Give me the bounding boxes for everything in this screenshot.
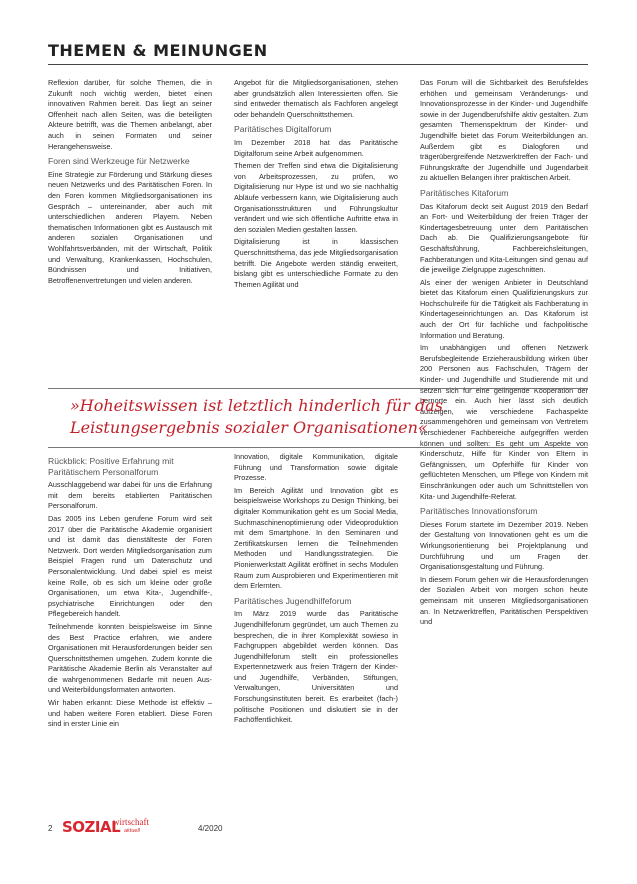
paragraph: Das 2005 ins Leben gerufene Forum wird seit 2017 über die Paritätische Akademie organisiert und ist damit das dienstälteste der Foren Netzwerk. Dort werden Mitgliedsorganisation zum Beispiel Fragen rund um Datenschutz und Personalentwicklung. Und dabei spiel es meist keine Rolle, ob es sich um kleine oder große Organisationen, um etwa Kita-, Jugendhilfe-, psychiatrische Einrichtungen oder den Pflegebereich handelt. [48, 513, 212, 619]
subheading: Paritätisches Kitaforum [420, 187, 509, 198]
paragraph: Eine Strategie zur Förderung und Stärkung dieses neuen Netzwerks und des Paritätischen Foren. In den Foren kommen Mitgliedsorganisationen ins Gespräch – untereinander, aber auch mit unterschiedlichen anderen Playern. Neben thematischen Informationen gibt es Austausch mit anderen sozialen Organisationen und Wohlfahrtsverbänden, mit der Wirtschaft, Politik und Verwaltung, Krankenkassen, Hochschulen, Bündnissen und Initiativen, Betroffenenvertretungen und vielen anderen. [48, 169, 212, 285]
paragraph: Wir haben erkannt: Diese Methode ist effektiv – und haben weitere Foren etabliert. Diese Foren sind in erster Linie ein [48, 698, 212, 729]
subheading: Paritätisches Innovationsforum [420, 506, 538, 517]
paragraph: Das Kitaforum deckt seit August 2019 den Bedarf an Fort- und Weiterbildung der freien Träger der Kindertagesbetreuung unter dem Paritätischen Dach ab. Die Qualifizierungsangebote für Geschäftsführung, Fachbereichsleitungen, Fachberatungen und Kita-Leitungen sind genau auf die jeweilige Zielgruppe zugeschnitten. [420, 201, 588, 275]
section-title: THEMEN & MEINUNGEN [48, 41, 268, 60]
paragraph: Angebot für die Mitgliedsorganisationen, stehen aber grundsätzlich allen Interessierten offen. Sie sind entweder thematisch als Fachforen angelegt oder behandeln Querschnittsthemen. [234, 78, 398, 119]
paragraph: Im Bereich Agilität und Innovation gibt es beispielsweise Workshops zu Design Thinking, bei digitaler Kommunikation geht es um Social Media, Suchmaschinenoptimierung oder Videoproduktion mit dem Smartphone. In den Seminaren und Zertifikatskursen lernen die Teilnehmenden Methoden und Handlungsstrategien. Die Pionierwerkstatt Agilität eröffnet in sechs Modulen Raum zum Ausprobieren und Experimentieren mit dem Erlernten. [234, 485, 398, 591]
subheading: Paritätisches Digitalforum [234, 124, 332, 135]
page-footer [48, 816, 588, 840]
paragraph: Dieses Forum startete im Dezember 2019. Neben der Gestaltung von Innovationen geht es um die Wirkungsorientierung bei Projektplanung und Durchführung und um Fragen der Organisationsgestaltung und Führung. [420, 519, 588, 572]
subheading: Paritätisches Jugendhilfeforum [234, 595, 352, 606]
article-column-2-lower [234, 452, 398, 810]
subheading: Foren sind Werkzeuge für Netzwerke [48, 156, 190, 167]
paragraph: Im März 2019 wurde das Paritätische Jugendhilfeforum gegründet, um auch Themen zu besprechen, die in ihrer Komplexität sowieso in Fachgruppen abgebildet werden können. Das Jugendhilfeforum stellt ein professionelles Expertennetzwerk aus freien Trägern der Kinder- und Jugendhilfe, Verbänden, Stiftungen, Verwaltungen, Universitäten und Forschungsinstituten bereit. Es erarbeitet (fach-) politische Positionen und diskutiert sie in der Fachöffentlichkeit. [234, 609, 398, 725]
logo-sozial: SOZIAL [62, 818, 121, 836]
subheading: Rückblick: Positive Erfahrung mit Paritätischem Personalforum [48, 456, 174, 477]
article-column-1-lower [48, 452, 212, 810]
pull-quote [48, 388, 588, 448]
paragraph: Teilnehmende konnten beispielsweise im Sinne des Best Practice erfahren, wie andere Organisationen mit Herausforderungen beider sen Querschnittsthemen umgehen. Zudem konnte die Paritätische Akademie Berlin als Veranstalter auf die wahrgenommenen Bedarfe mit neuen Aus- und Weiterbildungsformaten antworten. [48, 621, 212, 695]
paragraph: Innovation, digitale Kommunikation, digitale Führung und Transformation sowie digitale Prozesse. [234, 452, 398, 483]
logo-aktuell: aktuell [124, 828, 140, 834]
paragraph: Als einer der wenigen Anbieter in Deutschland bietet das Kitaforum einen Qualifizierungskurs zur Hochschulreife für die Tätigkeit als Fachberatung in Kindertageseinrichtungen an. Das Kitaforum ist auch der Ort für fachliche und fachpolitische Information und Beratung. [420, 277, 588, 340]
paragraph: Ausschlaggebend war dabei für uns die Erfahrung mit dem bereits etablierten Paritätischen Personalforum. [48, 480, 212, 511]
paragraph: Reflexion darüber, für solche Themen, die in Zukunft noch wichtig werden, bietet einen innovativen Rahmen bereit. Das liegt an seiner Offenheit nach allen Seiten, was die beteiligten Akteure betrifft, was die Themen anbelangt, aber auch in seinen Formaten und seiner Herangehensweise. [48, 78, 212, 151]
paragraph: Digitalisierung ist in klassischen Querschnittsthema, das jede Mitgliedsorganisation betrifft. Die Angebote werden ständig erweitert, bislang gibt es unterschiedliche Formate zu den Themen Agilität und [234, 237, 398, 289]
paragraph: Im unabhängigen und offenen Netzwerk Berufsbegleitende Erzieherausbildung wirken über 200 Personen aus Fachschulen, Trägern der Kinder- und Jugendhilfe und Studierende mit und setzen sich für eine gelingende Kooperation der Lernorte ein. Auch hier lässt sich deutlich aufzeigen, wie verschiedene Fachaspekte zusammengehören und gemeinsam von Vertretern verschiedener Fachbereiche aufgegriffen werden können und sollten: Es geht um Aspekte von Kinderschutz, Hilfe für Kinder von Eltern in Gefängnissen, um Opferhilfe für Kinder von geflüchteten Menschen, um Pflege von Kindern mit Einschränkungen oder auch um Schnittstellen von Kita- und Jugendhilfe-Referat. [420, 343, 588, 501]
page-number: 2 [48, 824, 53, 833]
page-header [48, 38, 588, 65]
paragraph: In diesem Forum gehen wir die Herausforderungen der Sozialen Arbeit von morgen schon heute gemeinsam mit unseren Mitgliedsorganisationen an. In Netzwerktreffen, Paritätischen Perspektiven und [420, 574, 588, 627]
issue-number: 4/2020 [198, 824, 223, 833]
paragraph: Themen der Treffen sind etwa die Digitalisierung von Arbeitsprozessen, zu prüfen, wo Digitalisierung nur Hype ist und wo sie nachhaltig Abläufe verbessern kann, wie Digitalisierung auch Organisationsstrukturen und Führungskultur verändert und wie sich öffentliche Auftritte etwa in den sozialen Medien gestalten lassen. [234, 161, 398, 234]
logo-wirtschaft: wirtschaft [113, 817, 149, 827]
paragraph: Das Forum will die Sichtbarkeit des Berufsfeldes erhöhen und gemeinsam Veränderungs- und Innovationsprozesse in der Kinder- und Jugendhilfe sowie in der Jugendberufshilfe aktiv gestalten. Zum gesamten Themenspektrum der Kinder- und Jugendhilfe bietet das Forum Weiterbildungen an. Außerdem gibt es Dialogforen und trägerübergreifende Netzwerktreffen der Fach- und Führungskräfte der Jugendhilfe und Jugendarbeit zu aktuellen Belangen ihrer praktischen Arbeit. [420, 78, 588, 183]
article-column-1 [48, 78, 212, 378]
article-column-2 [234, 78, 398, 378]
pull-quote-text: »Hoheitswissen ist letztlich hinderlich für das Leistungsergebnis sozialer Organisationen« [70, 396, 443, 437]
paragraph: Im Dezember 2018 hat das Paritätische Digitalforum seine Arbeit aufgenommen. [234, 137, 398, 158]
